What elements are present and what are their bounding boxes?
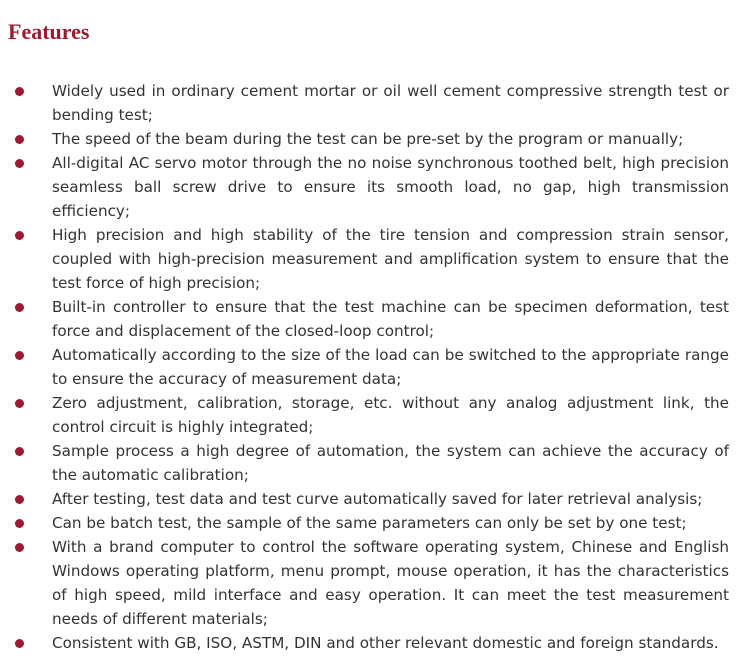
feature-item — [0, 79, 750, 127]
bullet-dot-icon — [15, 87, 24, 96]
bullet-dot-icon — [15, 519, 24, 528]
feature-item — [0, 535, 750, 631]
feature-list — [0, 79, 750, 655]
feature-text: With a brand computer to control the software operating system, Chinese and English Windows operating platform, menu prompt, mouse operation, it has the characteristics of high speed, mild interface and easy operation. It can meet the test measurement needs of different materials; — [52, 538, 729, 628]
feature-item — [0, 439, 750, 487]
feature-text: Automatically according to the size of the load can be switched to the appropriate range to ensure the accuracy of measurement data; — [52, 346, 729, 388]
bullet-dot-icon — [15, 303, 24, 312]
feature-item — [0, 127, 750, 151]
feature-item — [0, 391, 750, 439]
feature-text: After testing, test data and test curve automatically saved for later retrieval analysis; — [52, 490, 703, 508]
bullet-dot-icon — [15, 447, 24, 456]
feature-item — [0, 511, 750, 535]
section-heading: Features — [8, 19, 90, 44]
feature-item — [0, 631, 750, 655]
feature-text: The speed of the beam during the test can be pre-set by the program or manually; — [52, 130, 684, 148]
feature-text: Can be batch test, the sample of the same parameters can only be set by one test; — [52, 514, 687, 532]
feature-text: Consistent with GB, ISO, ASTM, DIN and other relevant domestic and foreign standards. — [52, 634, 719, 652]
bullet-dot-icon — [15, 495, 24, 504]
feature-item — [0, 151, 750, 223]
bullet-dot-icon — [15, 399, 24, 408]
bullet-dot-icon — [15, 135, 24, 144]
feature-text: All-digital AC servo motor through the no noise synchronous toothed belt, high precision seamless ball screw drive to ensure its smooth load, no gap, high transmission efficiency; — [52, 154, 729, 220]
feature-item — [0, 487, 750, 511]
feature-text: Widely used in ordinary cement mortar or oil well cement compressive strength test or bending test; — [52, 82, 729, 124]
feature-item — [0, 223, 750, 295]
bullet-dot-icon — [15, 231, 24, 240]
feature-text: High precision and high stability of the tire tension and compression strain sensor, coupled with high-precision measurement and amplification system to ensure that the test force of high precision; — [52, 226, 729, 292]
bullet-dot-icon — [15, 543, 24, 552]
feature-item — [0, 295, 750, 343]
feature-item — [0, 343, 750, 391]
feature-text: Zero adjustment, calibration, storage, etc. without any analog adjustment link, the control circuit is highly integrated; — [52, 394, 729, 436]
bullet-dot-icon — [15, 639, 24, 648]
feature-text: Built-in controller to ensure that the test machine can be specimen deformation, test force and displacement of the closed-loop control; — [52, 298, 729, 340]
feature-text: Sample process a high degree of automation, the system can achieve the accuracy of the automatic calibration; — [52, 442, 729, 484]
bullet-dot-icon — [15, 159, 24, 168]
bullet-dot-icon — [15, 351, 24, 360]
